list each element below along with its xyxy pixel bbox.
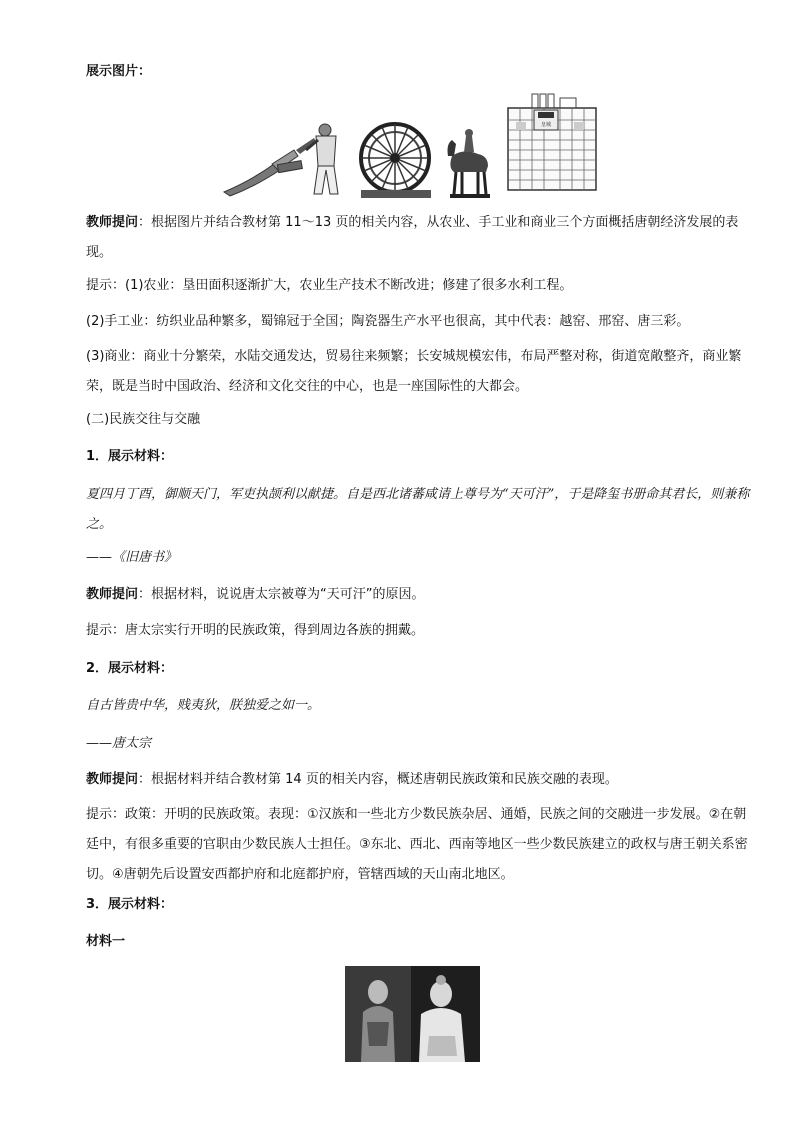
buddha-statues-illustration	[345, 966, 480, 1062]
teacher-question-label: 教师提问	[86, 215, 139, 230]
changan-city-map	[504, 92, 604, 192]
buddha-statues-photo	[345, 966, 480, 1062]
material-1-source: ——《旧唐书》	[86, 550, 178, 565]
question-1-paragraph	[86, 208, 750, 268]
material-2-quote: 自古皆贵中华，贱夷狄，朕独爱之如一。	[86, 698, 321, 713]
teacher-question-label: 教师提问	[86, 587, 139, 602]
hint-agriculture: 提示：(1)农业：垦田面积逐渐扩大，农业生产技术不断改进；修建了很多水利工程。	[86, 278, 573, 293]
plough-farmer-illustration	[222, 120, 350, 198]
material-1-quote: 夏四月丁酉，御顺天门，军吏执颉利以献捷。自是西北诸蕃咸请上尊号为“天可汗”，于是降玺书册命其君长，则兼称之。	[86, 487, 750, 532]
question-2-paragraph	[86, 585, 750, 605]
teacher-question-text: ：根据图片并结合教材第 11～13 页的相关内容，从农业、手工业和商业三个方面概括唐朝经济发展的表现。	[86, 215, 739, 260]
teacher-question-label: 教师提问	[86, 772, 139, 787]
material-3-label: 3．展示材料：	[86, 897, 174, 912]
imperial-city-label: 皇城	[540, 122, 552, 128]
material-2-source: ——唐太宗	[86, 736, 152, 751]
hint-ethnic-policy: 提示：政策：开明的民族政策。表现：①汉族和一些北方少数民族杂居、通婚，民族之间的交融进一步发展。②在朝廷中，有很多重要的官职由少数民族人士担任。③东北、西北、西南等地区一些少数民族建立的政权与唐王朝关系密切。④唐朝先后设置安西都护府和北庭都护府，管辖西域的天山南北地区。	[86, 807, 748, 882]
waterwheel-illustration	[357, 120, 435, 200]
hint-commerce: (3)商业：商业十分繁荣，水陆交通发达，贸易往来频繁；长安城规模宏伟，布局严整对称，街道宽敞整齐，商业繁荣，既是当时中国政治、经济和文化交往的中心，也是一座国际性的大都会。	[86, 349, 742, 394]
tang-sancai-camel-illustration	[440, 126, 496, 200]
material-1-label: 1．展示材料：	[86, 449, 174, 464]
teacher-question-text: ：根据材料，说说唐太宗被尊为“天可汗”的原因。	[138, 587, 425, 602]
hint-tian-kehan: 提示：唐太宗实行开明的民族政策，得到周边各族的拥戴。	[86, 623, 425, 638]
material-one-label: 材料一	[86, 934, 126, 949]
question-3-paragraph	[86, 770, 750, 790]
show-pictures-label: 展示图片：	[86, 64, 152, 79]
teacher-question-text: ：根据材料并结合教材第 14 页的相关内容，概述唐朝民族政策和民族交融的表现。	[138, 772, 618, 787]
material-2-label: 2．展示材料：	[86, 661, 174, 676]
hint-handicraft: (2)手工业：纺织业品种繁多，蜀锦冠于全国；陶瓷器生产水平也很高，其中代表：越窑、邢窑、唐三彩。	[86, 314, 690, 329]
section-title-ethnic-exchange: (二)民族交往与交融	[86, 412, 201, 427]
illustration-row	[222, 92, 602, 200]
